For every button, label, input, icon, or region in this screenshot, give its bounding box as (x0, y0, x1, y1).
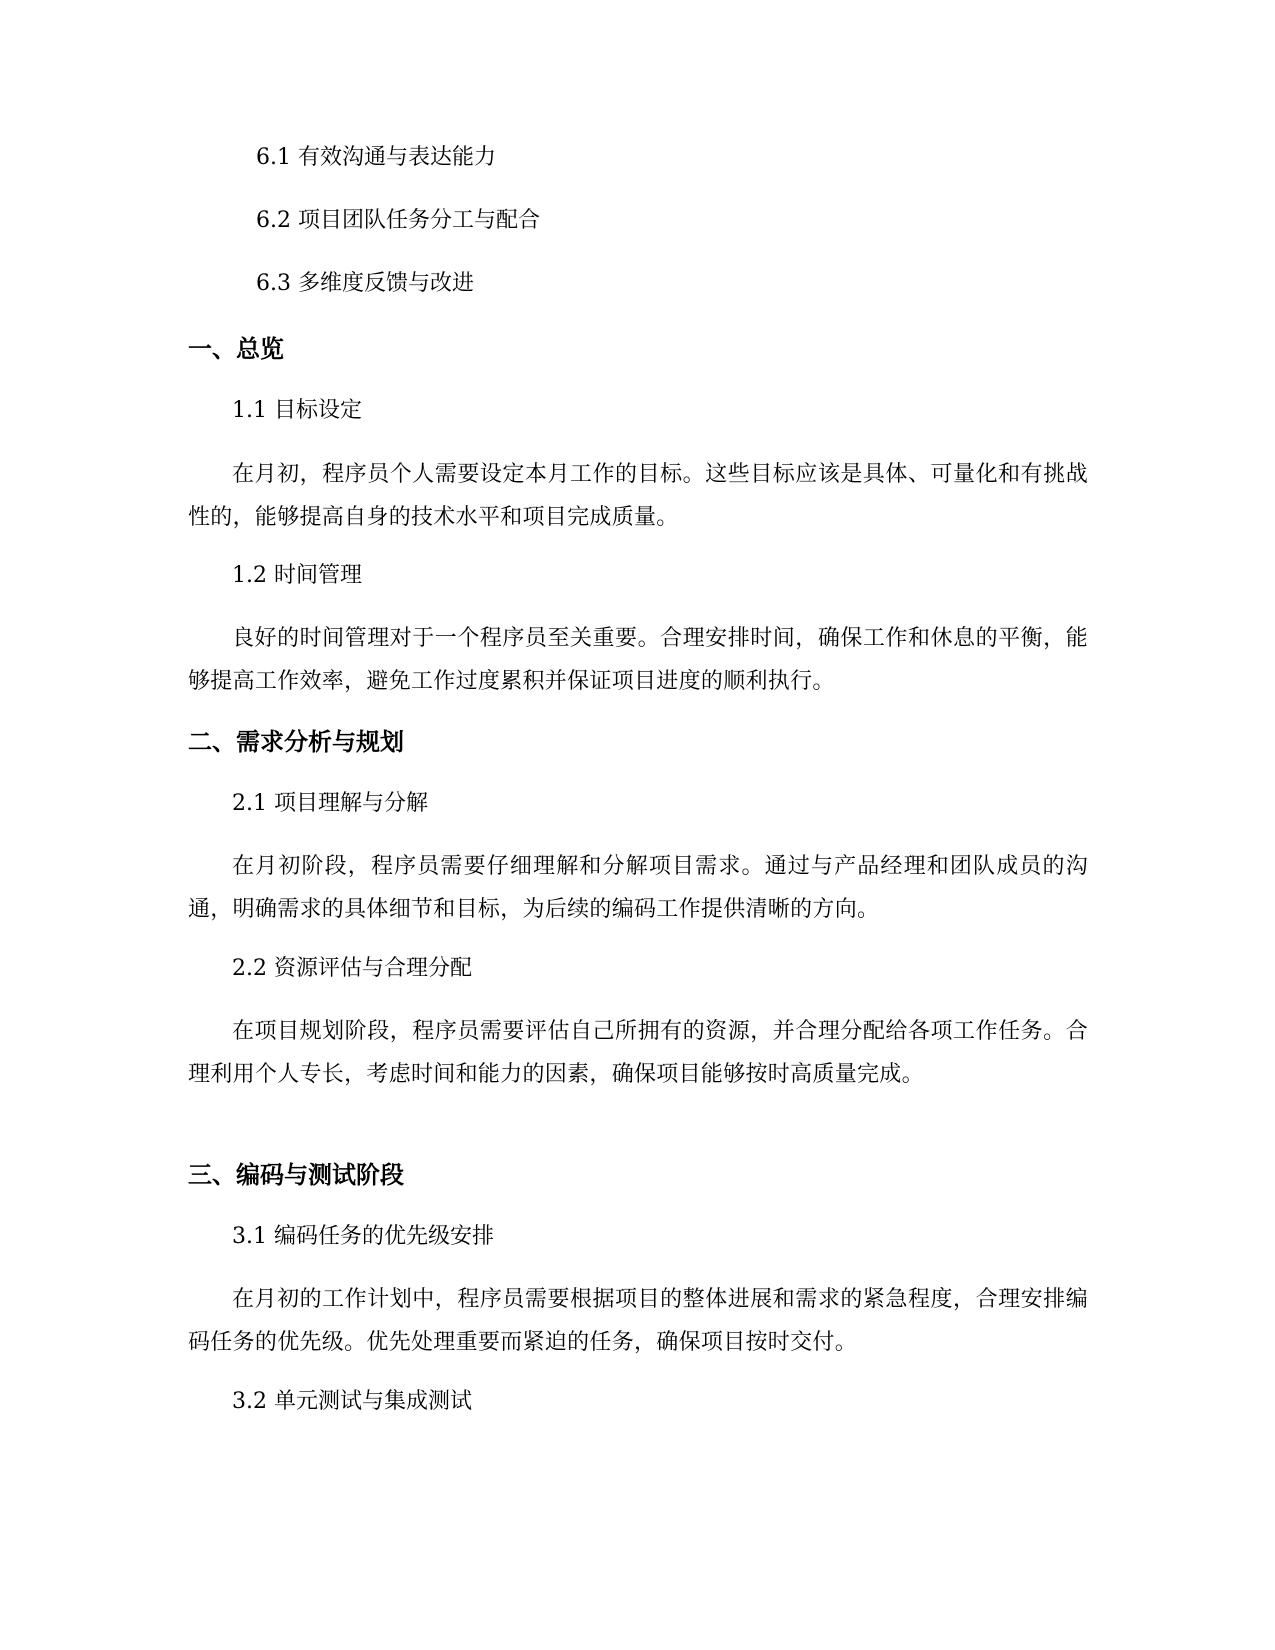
subheading-2-2: 2.2 资源评估与合理分配 (232, 956, 472, 981)
toc-item-6-2: 6.2 项目团队任务分工与配合 (256, 208, 540, 233)
paragraph-1-2: 良好的时间管理对于一个程序员至关重要。合理安排时间，确保工作和休息的平衡，能够提高工作效率，避免工作过度累积并保证项目进度的顺利执行。 (188, 626, 1088, 694)
paragraph-3-1: 在月初的工作计划中，程序员需要根据项目的整体进展和需求的紧急程度，合理安排编码任务的优先级。优先处理重要而紧迫的任务，确保项目按时交付。 (188, 1287, 1088, 1355)
paragraph-2-2: 在项目规划阶段，程序员需要评估自己所拥有的资源，并合理分配给各项工作任务。合理利用个人专长，考虑时间和能力的因素，确保项目能够按时高质量完成。 (188, 1019, 1088, 1087)
subheading-1-2: 1.2 时间管理 (232, 563, 362, 588)
paragraph-1-1: 在月初，程序员个人需要设定本月工作的目标。这些目标应该是具体、可量化和有挑战性的，能够提高自身的技术水平和项目完成质量。 (188, 462, 1088, 530)
toc-item-6-1: 6.1 有效沟通与表达能力 (256, 145, 496, 170)
subheading-3-1: 3.1 编码任务的优先级安排 (232, 1224, 494, 1249)
toc-item-6-3: 6.3 多维度反馈与改进 (256, 271, 474, 296)
section-heading-overview: 一、总览 (188, 335, 284, 363)
subheading-1-1: 1.1 目标设定 (232, 398, 362, 423)
subheading-2-1: 2.1 项目理解与分解 (232, 791, 428, 816)
subheading-3-2: 3.2 单元测试与集成测试 (232, 1389, 472, 1414)
section-heading-requirements: 二、需求分析与规划 (188, 728, 404, 756)
paragraph-2-1: 在月初阶段，程序员需要仔细理解和分解项目需求。通过与产品经理和团队成员的沟通，明确需求的具体细节和目标，为后续的编码工作提供清晰的方向。 (188, 854, 1088, 922)
section-heading-coding-testing: 三、编码与测试阶段 (188, 1161, 404, 1189)
